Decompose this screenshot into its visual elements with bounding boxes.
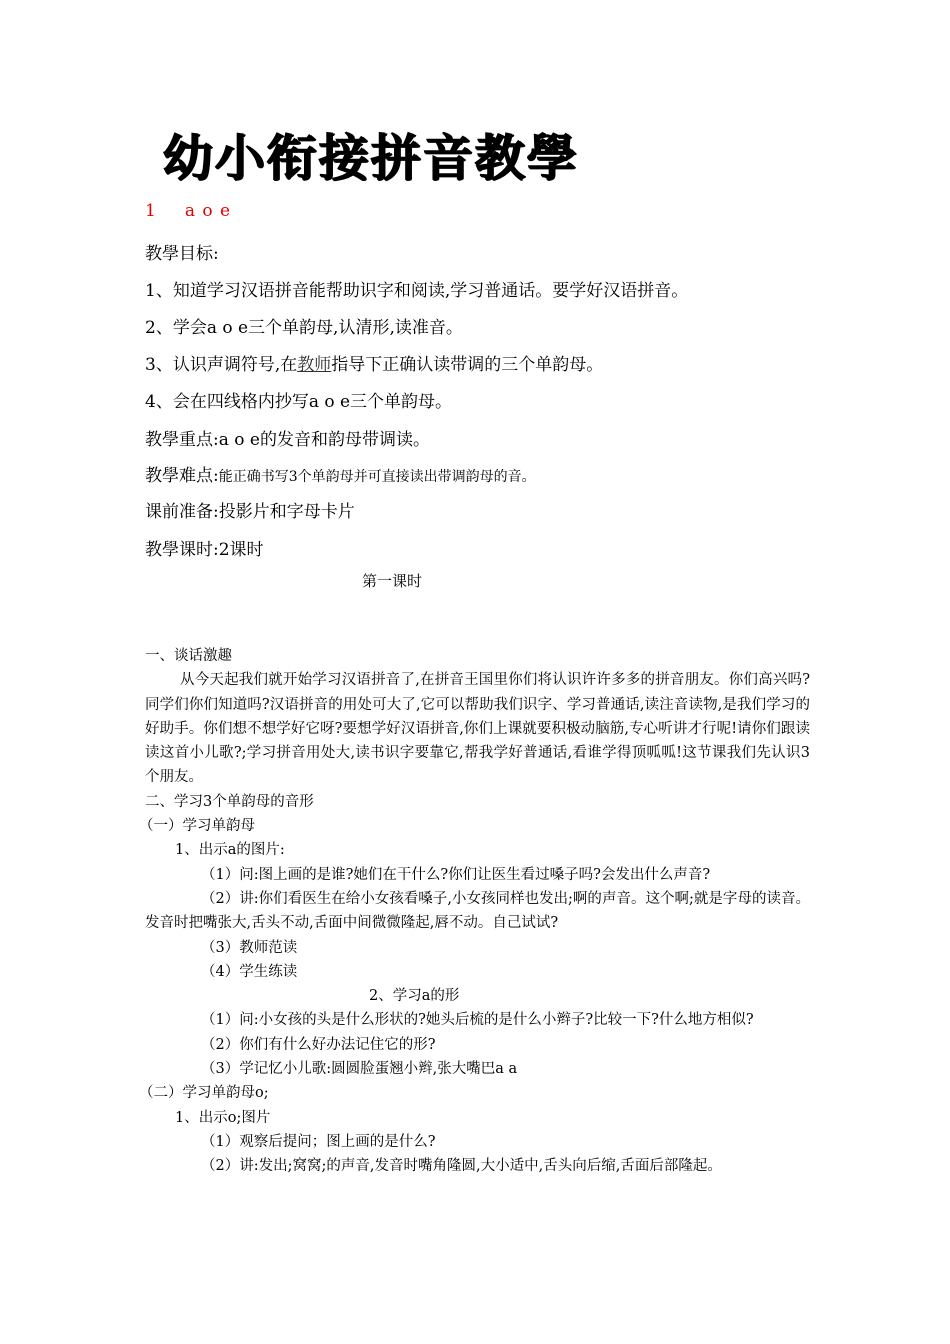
lesson-body bbox=[139, 644, 810, 1179]
hours-text: 2课时 bbox=[218, 540, 264, 560]
teacher-link[interactable]: 教师 bbox=[297, 355, 332, 375]
objective-2: 2、学会a o e三个单韵母,认清形,读准音。 bbox=[145, 318, 463, 338]
subsection-2-item-1: 1、出示o;图片 bbox=[175, 1109, 271, 1126]
objectives-heading: 教學目标: bbox=[145, 244, 219, 264]
teaching-hours bbox=[145, 535, 264, 560]
subsection-1-question-2: （2）讲:你们看医生在给小女孩看嗓子,小女孩同样也发出;啊的声音。这个啊;就是字母的读音。发音时把嘴张大,舌头不动,舌面中间微微隆起,唇不动。自己试试? bbox=[145, 890, 810, 932]
subsection-2-question-1: （1）观察后提问；图上画的是什么? bbox=[201, 1133, 436, 1150]
difficulties-text: 能正确书写3个单韵母并可直接读出带调韵母的音。 bbox=[218, 469, 536, 485]
hours-label: 教學课时: bbox=[145, 540, 219, 560]
lesson-number: 1 bbox=[145, 201, 157, 221]
subsection-1-question-3: （3）教师范读 bbox=[201, 939, 298, 956]
objective-1: 1、知道学习汉语拼音能帮助识字和阅读,学习普通话。要学好汉语拼音。 bbox=[145, 281, 689, 301]
key-points bbox=[145, 425, 430, 450]
subsection-1-question-1: （1）问:图上画的是谁?她们在干什么?你们让医生看过嗓子吗?会发出什么声音? bbox=[201, 866, 711, 883]
preparation-text: 投影片和字母卡片 bbox=[218, 502, 355, 522]
subsection-1-question-4: （4）学生练读 bbox=[201, 963, 298, 980]
objective-3-start: 3、认识声调符号,在 bbox=[145, 355, 298, 375]
document-title: 幼小衔接拼音教學 bbox=[162, 128, 578, 187]
key-points-label: 教學重点: bbox=[145, 430, 219, 450]
section-1-paragraph: 从今天起我们就开始学习汉语拼音了,在拼音王国里你们将认识许许多多的拼音朋友。你们高兴吗?同学们你们知道吗?汉语拼音的用处可大了,它可以帮助我们识字、学习普通话,读注音读物,是我们学习的好助手。你们想不想学好它呀?要想学好汉语拼音,你们上课就要积极动脑筋,专心听讲才行呢!请你们跟读读这首小儿歌?;学习拼音用处大,读书识字要靠它,帮我学好普通话,看谁学得顶呱呱!这节课我们先认识3个朋友。 bbox=[145, 672, 810, 786]
section-2-heading: 二、学习3个单韵母的音形 bbox=[145, 793, 314, 810]
subsection-1-item-1: 1、出示a的图片: bbox=[175, 842, 285, 859]
difficulties-label: 教學难点: bbox=[145, 466, 219, 486]
subsection-2-question-2: （2）讲:发出;窝窝;的声音,发音时嘴角隆圆,大小适中,舌头向后缩,舌面后部隆起。 bbox=[201, 1158, 722, 1175]
key-points-text: a o e的发音和韵母带调读。 bbox=[218, 430, 430, 450]
subsection-1-form-2: （2）你们有什么好办法记住它的形? bbox=[201, 1036, 436, 1053]
objective-3 bbox=[145, 350, 603, 375]
objective-3-rest: 指导下正确认读带调的三个单韵母。 bbox=[331, 355, 604, 375]
subsection-1-form-3: （3）学记忆小儿歌:圆圆脸蛋翘小辫,张大嘴巴a a bbox=[201, 1061, 518, 1078]
subsection-2-heading: （二）学习单韵母o; bbox=[139, 1085, 269, 1102]
preparation bbox=[145, 497, 355, 522]
subsection-1-heading: （一）学习单韵母 bbox=[139, 818, 255, 835]
preparation-label: 课前准备: bbox=[145, 502, 219, 522]
section-1-heading: 一、谈话激趣 bbox=[145, 648, 232, 664]
objective-4: 4、会在四线格内抄写a o e三个单韵母。 bbox=[145, 392, 453, 412]
subsection-1-item-2: 2、学习a的形 bbox=[369, 988, 460, 1005]
subsection-1-form-1: （1）问:小女孩的头是什么形状的?她头后梳的是什么小辫子?比较一下?什么地方相似? bbox=[201, 1012, 754, 1029]
lesson-heading bbox=[145, 201, 231, 221]
period-heading: 第一课时 bbox=[362, 572, 423, 590]
lesson-letters: a o e bbox=[184, 201, 232, 221]
difficulties bbox=[145, 461, 536, 486]
